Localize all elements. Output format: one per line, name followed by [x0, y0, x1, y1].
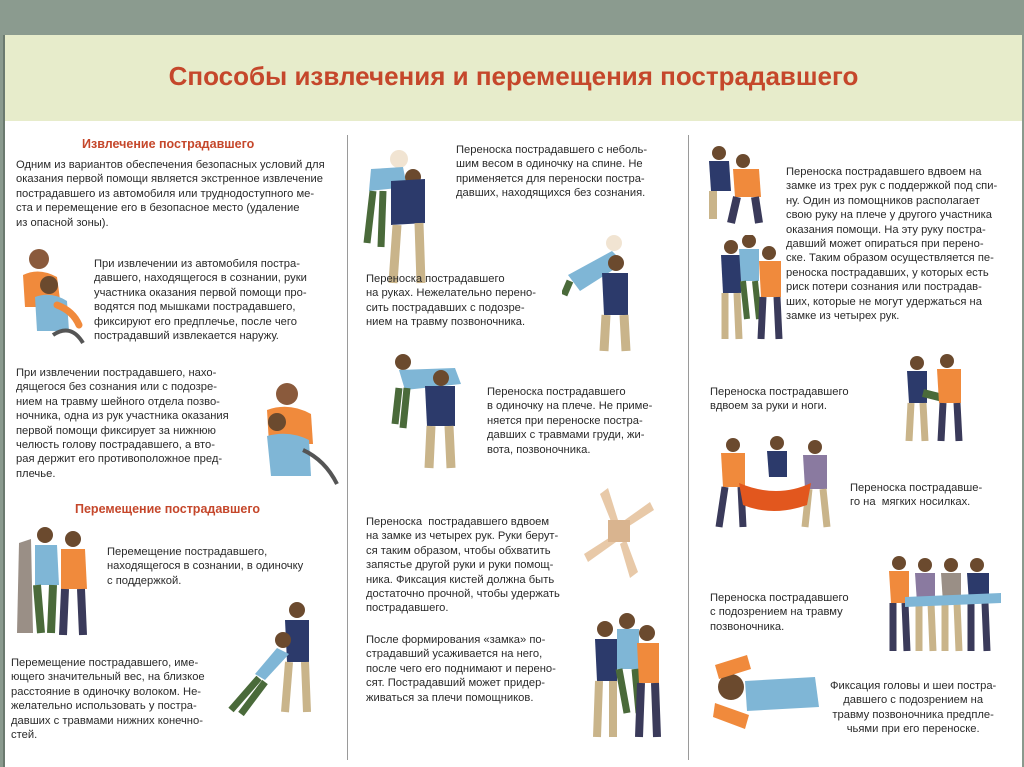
heading-moving: Перемещение пострадавшего	[75, 502, 261, 516]
poster	[3, 35, 1022, 767]
text-carry-arms-legs: Переноска пострадавшего вдвоем за руки и ноги.	[710, 386, 849, 413]
text-carry-after-lock: После формирования «замка» по- страдавший усаживается на него, после чего его поднимают и перено- сят. Пострадавший может придер- живаться за плечи помощников.	[366, 634, 556, 704]
illustration-arms-carry	[562, 233, 642, 355]
column-divider-1	[347, 135, 348, 760]
illustration-back-carry	[361, 147, 439, 287]
illustration-support-walk	[15, 523, 97, 643]
illustration-car-extraction-unconscious	[253, 380, 343, 485]
text-extraction-intro: Одним из вариантов обеспечения безопасных условий для оказания первой помощи является экстренное извлечение пострадавшего из автомобиля или труднодоступного ме- ста и перемещение его в безопасное место (удаление из опасной зоны).	[16, 159, 325, 229]
illustration-arms-legs-carry	[903, 353, 969, 445]
title-band	[5, 35, 1022, 121]
text-carry-four-hands: Переноска пострадавшего вдвоем на замке из четырех рук. Руки берут- ся таким образом, чтобы обхватить запястье другой руки и руки помощ- ника. Фиксация кистей должна быть достаточно прочной, чтобы удержать пострадавшего.	[366, 516, 560, 615]
column-divider-2	[688, 135, 689, 760]
illustration-car-extraction-conscious	[13, 245, 85, 345]
illustration-spine-carry	[885, 553, 1005, 655]
text-extraction-unconscious: При извлечении пострадавшего, нахо- дящегося без сознания или с подозре- нием на травму шейного отдела позво- ночника, одна из рук участника оказания первой помощи фиксирует за нижнюю челюсть голову пострадавшего, а вто- рая держит его противоположное пред- плечье.	[16, 367, 229, 480]
illustration-four-hand-carry	[587, 613, 667, 741]
illustration-three-hand-lock	[705, 143, 771, 225]
illustration-soft-stretcher	[711, 433, 841, 533]
text-head-fixation: Фиксация головы и шеи постра- давшего с подозрением на травму позвоночника предплe- чьями при его переноске.	[830, 680, 997, 736]
presentation-frame	[0, 0, 1024, 35]
illustration-head-fixation	[711, 645, 823, 737]
text-carry-stretcher: Переноска пострадавше- го на мягких носилках.	[850, 482, 983, 509]
illustration-drag	[227, 598, 319, 718]
text-moving-drag: Перемещение пострадавшего, име- ющего значительный вес, на близкое расстояние в одиночку волоком. Не- желательно использовать у постра- давших с травмами нижних конечно- стей.	[11, 657, 205, 742]
heading-extraction: Извлечение пострадавшего	[82, 137, 255, 151]
text-moving-support: Перемещение пострадавшего, находящегося в сознании, в одиночку с поддержкой.	[107, 546, 304, 587]
text-carry-three-hands: Переноска пострадавшего вдвоем на замке из трех рук с поддержкой под спи- ну. Один из помощников располагает свою руку на плече у другого участника оказания помощи. На эту руку постра- давший может опираться при перено- ске. Таким образом осуществляется пе- реноска пострадавших, у которых есть риск потери сознания или пострадав- ших, которые не могут удержаться на замке из четырех рук.	[786, 166, 998, 323]
text-carry-arms: Переноска пострадавшего на руках. Нежелательно перено- сить пострадавших с подозре- нием на травму позвоночника.	[366, 273, 536, 329]
illustration-four-hand-lock	[578, 484, 662, 582]
illustration-shoulder-carry	[385, 348, 475, 473]
text-carry-spine: Переноска пострадавшего с подозрением на травму позвоночника.	[710, 592, 849, 633]
text-carry-back: Переноска пострадавшего с неболь- шим весом в одиночку на спине. Не применяется для переноски постра- давших, находящихся без сознания.	[456, 144, 648, 200]
text-extraction-conscious: При извлечении из автомобиля постра- давшего, находящегося в сознании, руки участника оказания первой помощи про- водятся под мышками пострадавшего, фиксируют его предплечье, после чего пострадавший извлекается наружу.	[94, 258, 307, 343]
text-carry-shoulder: Переноска пострадавшего в одиночку на плече. Не приме- няется при переноске постра- давших с травмами груди, жи- вота, позвоночника.	[487, 386, 653, 456]
page-title: Способы извлечения и перемещения пострадавшего	[168, 61, 859, 91]
illustration-three-hand-carry	[717, 235, 785, 343]
